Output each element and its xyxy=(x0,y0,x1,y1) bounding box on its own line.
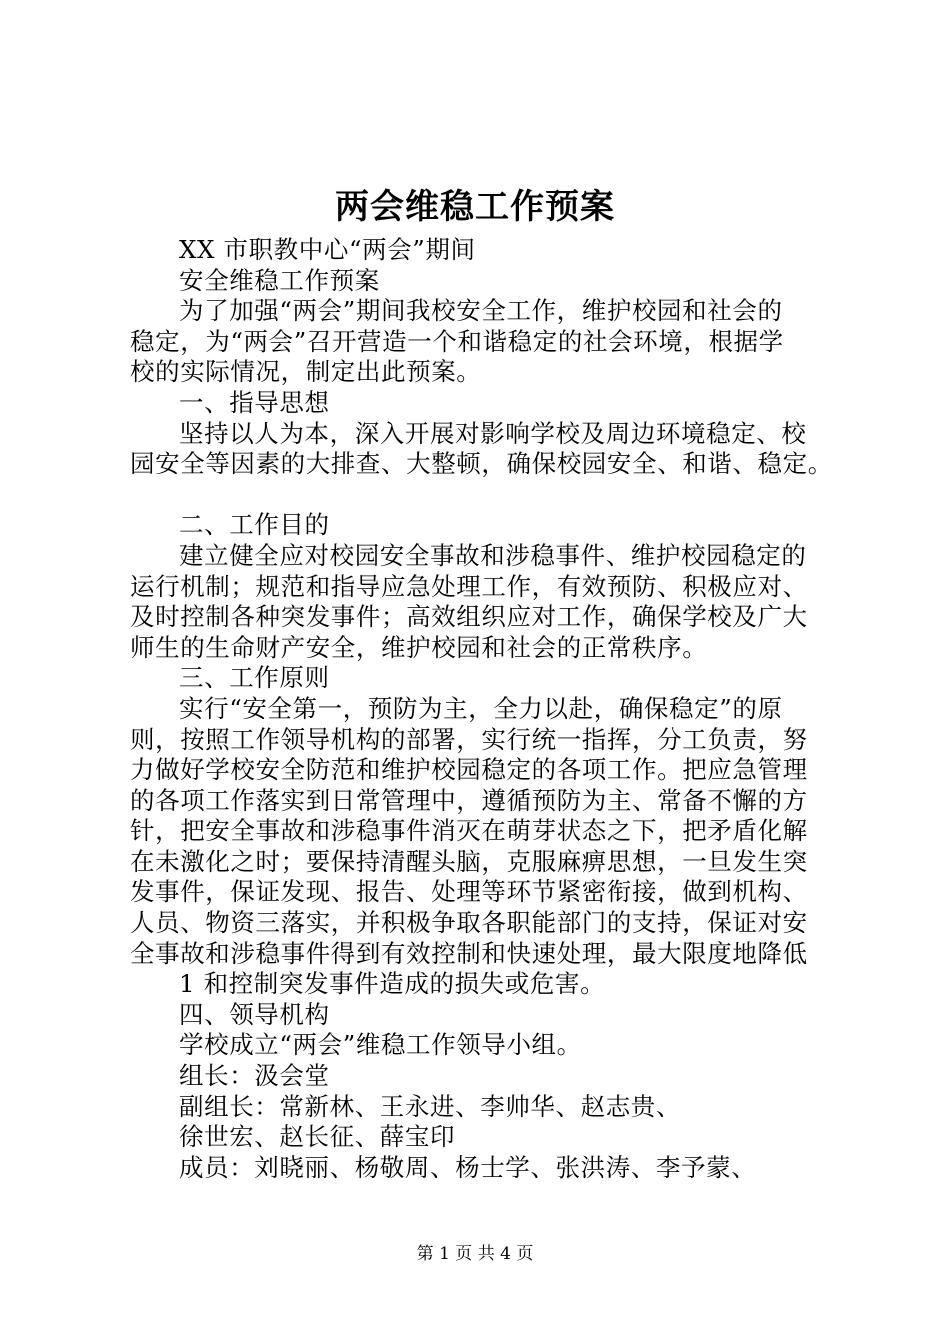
body-line: 全事故和涉稳事件得到有效控制和快速处理，最大限度地降低 xyxy=(130,938,808,968)
body-line: 园安全等因素的大排查、大整顿，确保校园安全、和谐、稳定。 xyxy=(130,449,833,479)
section-heading: 一、指导思想 xyxy=(179,387,330,417)
body-line: 成员：刘晓丽、杨敬周、杨士学、张洪涛、李予蒙、 xyxy=(179,1152,757,1182)
section-heading: 三、工作原则 xyxy=(179,663,330,693)
body-line: 建立健全应对校园安全事故和涉稳事件、维护校园稳定的 xyxy=(179,540,807,570)
body-line: 针，把安全事故和涉稳事件消灭在萌芽状态之下，把矛盾化解 xyxy=(130,816,808,846)
body-line: 稳定，为“两会”召开营造一个和谐稳定的社会环境，根据学 xyxy=(130,326,784,356)
body-line: 运行机制；规范和指导应急处理工作，有效预防、积极应对、 xyxy=(130,571,808,601)
body-line: 实行“安全第一，预防为主，全力以赴，确保稳定”的原 xyxy=(179,693,783,723)
body-line: XX 市职教中心“两会”期间 xyxy=(179,235,476,264)
body-line: 人员、物资三落实，并积极争取各职能部门的支持，保证对安 xyxy=(130,908,808,938)
body-line: 组长：汲会堂 xyxy=(179,1061,330,1091)
body-line: 副组长：常新林、王永进、李帅华、赵志贵、 xyxy=(179,1091,681,1121)
body-line: 校的实际情况，制定出此预案。 xyxy=(130,357,482,387)
body-line: 师生的生命财产安全，维护校园和社会的正常秩序。 xyxy=(130,632,708,662)
body-line: 力做好学校安全防范和维护校园稳定的各项工作。把应急管理 xyxy=(130,755,808,785)
body-line: 则，按照工作领导机构的部署，实行统一指挥，分工负责，努 xyxy=(130,724,808,754)
body-line: 坚持以人为本，深入开展对影响学校及周边环境稳定、校 xyxy=(179,418,807,448)
body-line: 的各项工作落实到日常管理中，遵循预防为主、常备不懈的方 xyxy=(130,785,808,815)
section-heading: 四、领导机构 xyxy=(179,999,330,1029)
body-line: 发事件，保证发现、报告、处理等环节紧密衔接，做到机构、 xyxy=(130,877,808,907)
body-line: 1 和控制突发事件造成的损失或危害。 xyxy=(179,969,606,999)
page-number-footer: 第 1 页 共 4 页 xyxy=(416,1244,534,1264)
document-title: 两会维稳工作预案 xyxy=(335,187,615,227)
document-body xyxy=(130,235,840,1183)
section-heading: 二、工作目的 xyxy=(179,510,330,540)
body-line: 为了加强“两会”期间我校安全工作，维护校园和社会的 xyxy=(179,296,783,326)
body-line: 安全维稳工作预案 xyxy=(179,265,380,295)
blank-line xyxy=(130,480,840,511)
body-line: 及时控制各种突发事件；高效组织应对工作，确保学校及广大 xyxy=(130,602,808,632)
body-line: 在未激化之时；要保持清醒头脑，克服麻痹思想，一旦发生突 xyxy=(130,846,808,876)
body-line: 徐世宏、赵长征、薛宝印 xyxy=(179,1122,456,1152)
body-line: 学校成立“两会”维稳工作领导小组。 xyxy=(179,1030,582,1060)
